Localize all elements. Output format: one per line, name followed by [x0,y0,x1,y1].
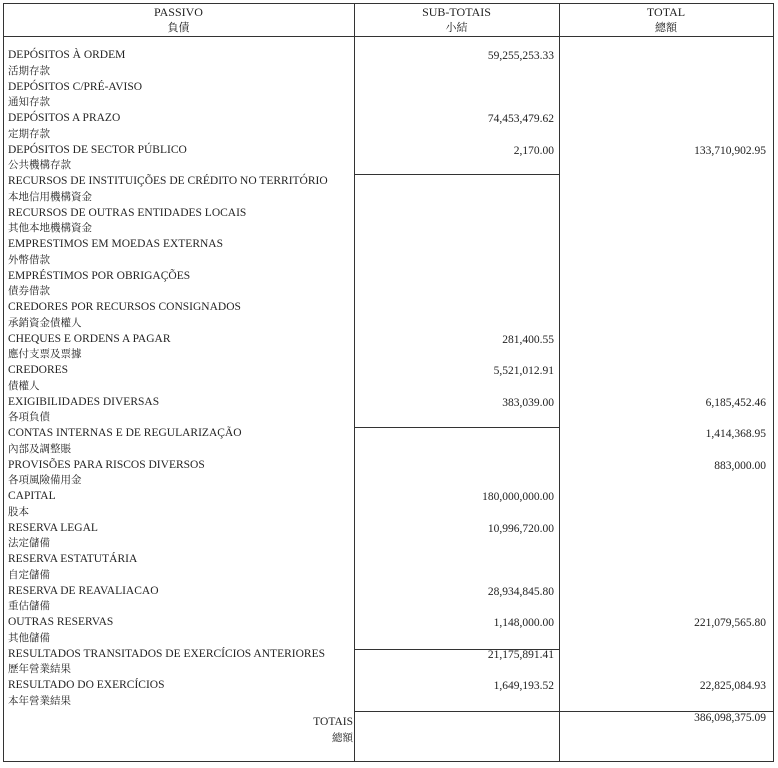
header-divider [3,36,773,37]
column-divider-2 [559,3,560,761]
row-label-zh: 法定儲備 [8,537,50,549]
table-row-label [8,426,242,457]
row-label-zh: 通知存款 [8,96,50,108]
table-row-label [8,395,159,426]
row-label-zh: 各項負債 [8,411,50,423]
table-row-label [8,521,98,552]
row-label-pt: EMPRESTIMOS EM MOEDAS EXTERNAS [8,238,224,250]
row-label-pt: RESULTADO DO EXERCÍCIOS [8,679,165,691]
table-row-label [8,80,142,111]
row-total-value: 221,079,565.80 [694,617,766,629]
row-label-zh: 其他本地機構資金 [8,222,92,234]
table-row-label [8,552,137,583]
row-label-zh: 公共機構存款 [8,159,71,171]
row-label-pt: EMPRÉSTIMOS POR OBRIGAÇÕES [8,269,191,282]
table-row-label [8,363,68,394]
header-total: TOTAL 總額 [646,5,686,34]
totais-value: 386,098,375.09 [694,712,766,724]
totais-label: TOTAIS 總額 [313,716,353,744]
row-subtotal-value: 10,996,720.00 [487,522,554,535]
table-row-label [8,143,187,174]
row-subtotal-value: 281,400.55 [502,333,554,346]
row-subtotal-value: 1,148,000.00 [493,617,554,629]
row-label-zh: 重估儲備 [8,600,50,612]
row-subtotal-value: 59,255,253.33 [487,50,554,62]
row-label-pt: EXIGIBILIDADES DIVERSAS [8,395,160,408]
row-total-value: 1,414,368.95 [705,428,766,440]
row-total-value: 133,710,902.95 [694,144,766,157]
row-total-value: 22,825,084.93 [699,680,766,692]
row-label-zh: 各項風險備用金 [8,474,82,486]
row-label-zh: 債券借款 [8,285,50,297]
table-row-label [8,458,205,489]
table-row-label [8,174,328,205]
row-label-pt: OUTRAS RESERVAS [8,616,114,628]
row-label-pt: DEPÓSITOS A PRAZO [8,112,121,124]
table-row-label [8,237,223,268]
table-row-label [8,206,246,237]
row-subtotal-value: 383,039.00 [502,396,554,409]
row-label-pt: CONTAS INTERNAS E DE REGULARIZAÇÃO [8,427,242,439]
row-label-pt: DEPÓSITOS À ORDEM [8,49,126,61]
header-subtotais: SUB-TOTAIS 小結 [422,5,491,34]
row-subtotal-value: 180,000,000.00 [482,491,554,503]
row-total-value: 6,185,452.46 [705,396,766,409]
table-row-label [8,678,164,709]
row-subtotal-value: 28,934,845.80 [487,585,554,598]
row-subtotal-value: 21,175,891.41 [487,648,554,661]
row-label-zh: 其他儲備 [8,631,50,644]
row-label-zh: 本地信用機構資金 [8,190,92,203]
row-label-zh: 活期存款 [8,64,50,77]
balance-sheet-table [3,3,774,764]
row-label-pt: PROVISÕES PARA RISCOS DIVERSOS [8,458,205,471]
row-label-zh: 自定儲備 [8,568,50,581]
header-passivo: PASSIVO 負債 [154,5,203,34]
row-label-pt: CREDORES POR RECURSOS CONSIGNADOS [8,301,241,313]
row-label-pt: RESERVA LEGAL [8,521,98,534]
subtotal-rule-1 [354,174,559,175]
row-label-pt: RESERVA ESTATUTÁRIA [8,553,138,565]
table-row-label [8,647,325,678]
table-row-label [8,111,120,142]
table-row-label [8,489,56,520]
row-label-zh: 內部及調整賬 [8,442,71,455]
row-label-zh: 股本 [8,505,29,518]
column-divider-1 [354,3,355,761]
row-subtotal-value: 1,649,193.52 [493,680,554,692]
table-row-label [8,269,190,300]
row-subtotal-value: 5,521,012.91 [493,365,554,377]
row-label-pt: RESERVA DE REAVALIACAO [8,584,159,597]
row-label-zh: 外幣借款 [8,253,50,266]
row-label-pt: RECURSOS DE INSTITUIÇÕES DE CRÉDITO NO TERRITÓRIO [8,175,328,187]
row-label-zh: 定期存款 [8,127,50,140]
row-label-zh: 應付支票及票據 [8,348,82,360]
row-subtotal-value: 2,170.00 [513,144,554,157]
row-label-zh: 承銷資金債權人 [8,316,82,329]
table-row-label [8,48,125,79]
row-label-zh: 債權人 [8,379,40,392]
row-label-zh: 歷年營業結果 [8,663,71,675]
row-label-pt: CAPITAL [8,490,56,502]
table-row-label [8,332,171,363]
row-label-pt: DEPÓSITOS C/PRÉ-AVISO [8,80,143,93]
row-label-pt: RECURSOS DE OUTRAS ENTIDADES LOCAIS [8,206,247,219]
table-row-label [8,584,159,615]
row-label-pt: RESULTADOS TRANSITADOS DE EXERCÍCIOS ANTERIORES [8,647,325,660]
row-label-pt: DEPÓSITOS DE SECTOR PÚBLICO [8,143,187,156]
subtotal-rule-2 [354,427,559,428]
row-label-zh: 本年營業結果 [8,694,71,707]
table-row-label [8,615,113,646]
row-label-pt: CHEQUES E ORDENS A PAGAR [8,332,171,345]
row-total-value: 883,000.00 [714,459,766,472]
table-row-label [8,300,241,331]
row-subtotal-value: 74,453,479.62 [487,113,554,125]
row-label-pt: CREDORES [8,364,69,376]
